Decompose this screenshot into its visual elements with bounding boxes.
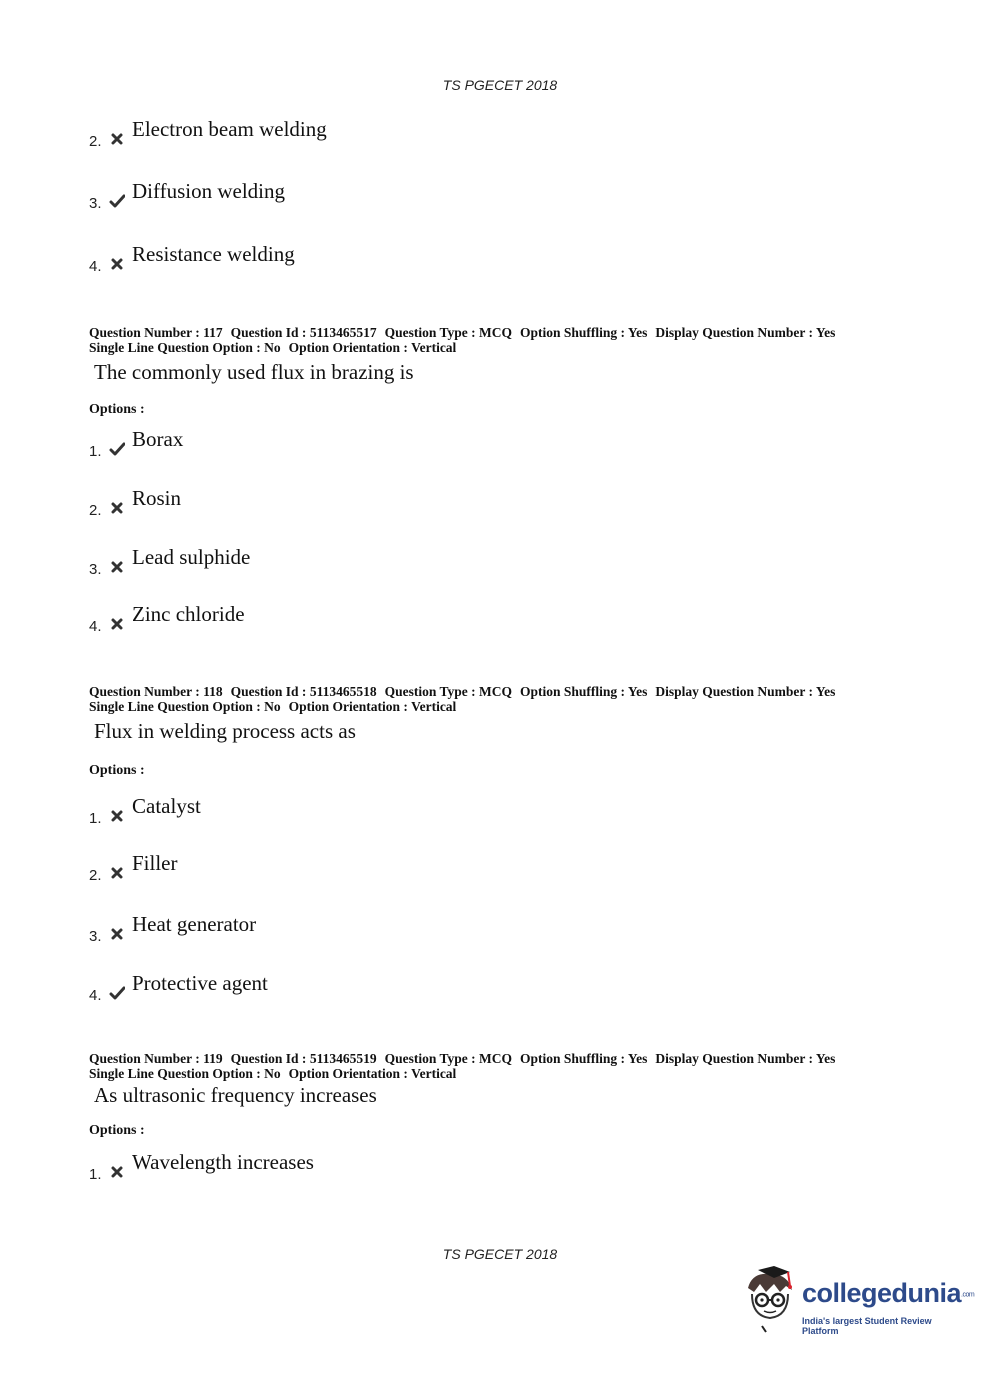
option-number: 1. (89, 443, 102, 460)
cross-icon (109, 559, 125, 575)
meta-label: Option Shuffling : (519, 325, 626, 340)
option-shuffling: Yes (627, 684, 648, 699)
meta-label: Single Line Question Option : (89, 340, 261, 355)
option-text: Borax (132, 427, 184, 451)
question-id: 5113465518 (309, 684, 377, 699)
question-text: Flux in welding process acts as (94, 719, 356, 743)
question-number: 117 (203, 325, 223, 340)
option-number: 3. (89, 195, 102, 212)
option-number: 1. (89, 810, 102, 827)
option-orientation: Vertical (411, 699, 457, 714)
question-type: MCQ (478, 684, 512, 699)
logo-name: collegedunia (802, 1278, 962, 1308)
question-meta (89, 325, 909, 355)
cross-icon (109, 926, 125, 942)
question-text: The commonly used flux in brazing is (94, 360, 414, 384)
meta-label: Display Question Number : (655, 1051, 814, 1066)
single-line-option: No (264, 699, 281, 714)
page-footer: TS PGECET 2018 (442, 1246, 558, 1262)
meta-label: Display Question Number : (655, 684, 814, 699)
options-label: Options : (89, 402, 145, 417)
question-type: MCQ (478, 325, 512, 340)
cross-icon (109, 808, 125, 824)
logo-tagline: India's largest Student Review Platform (802, 1316, 932, 1336)
cross-icon (109, 131, 125, 147)
meta-label: Single Line Question Option : (89, 1066, 261, 1081)
single-line-option: No (264, 340, 281, 355)
check-icon (109, 441, 125, 457)
display-question-number: Yes (815, 1051, 836, 1066)
option-text: Protective agent (132, 971, 268, 995)
single-line-option: No (264, 1066, 281, 1081)
logo-suffix: .com (961, 1291, 975, 1299)
cross-icon (109, 256, 125, 272)
meta-label: Question Type : (384, 325, 476, 340)
question-text: As ultrasonic frequency increases (94, 1083, 377, 1107)
option-text: Heat generator (132, 912, 257, 936)
cross-icon (109, 1164, 125, 1180)
meta-label: Option Orientation : (288, 340, 408, 355)
cross-icon (109, 616, 125, 632)
option-number: 3. (89, 928, 102, 945)
cross-icon (109, 865, 125, 881)
meta-label: Question Number : (89, 684, 200, 699)
option-text: Rosin (132, 486, 182, 510)
meta-label: Single Line Question Option : (89, 699, 261, 714)
question-meta (89, 1051, 909, 1081)
check-icon (109, 985, 125, 1001)
meta-label: Question Type : (384, 684, 476, 699)
meta-label: Option Orientation : (288, 1066, 408, 1081)
option-shuffling: Yes (627, 325, 648, 340)
question-number: 118 (203, 684, 223, 699)
display-question-number: Yes (815, 684, 836, 699)
option-number: 4. (89, 258, 102, 275)
meta-label: Option Shuffling : (519, 1051, 626, 1066)
option-text: Wavelength increases (132, 1150, 314, 1174)
question-type: MCQ (478, 1051, 512, 1066)
meta-label: Option Orientation : (288, 699, 408, 714)
option-number: 1. (89, 1166, 102, 1183)
question-id: 5113465517 (309, 325, 377, 340)
option-number: 3. (89, 561, 102, 578)
question-number: 119 (203, 1051, 223, 1066)
meta-label: Question Number : (89, 1051, 200, 1066)
logo-wordmark (802, 1278, 974, 1309)
option-shuffling: Yes (627, 1051, 648, 1066)
cross-icon (109, 500, 125, 516)
option-text: Zinc chloride (132, 602, 245, 626)
option-number: 2. (89, 502, 102, 519)
options-label: Options : (89, 763, 145, 778)
check-icon (109, 193, 125, 209)
option-number: 4. (89, 618, 102, 635)
page-header: TS PGECET 2018 (442, 77, 558, 93)
meta-label: Question Id : (230, 1051, 307, 1066)
option-number: 4. (89, 987, 102, 1004)
option-text: Filler (132, 851, 178, 875)
option-orientation: Vertical (411, 1066, 457, 1081)
meta-label: Question Number : (89, 325, 200, 340)
meta-label: Question Type : (384, 1051, 476, 1066)
option-text: Diffusion welding (132, 179, 286, 203)
meta-label: Question Id : (230, 325, 307, 340)
display-question-number: Yes (815, 325, 836, 340)
option-number: 2. (89, 867, 102, 884)
meta-label: Option Shuffling : (519, 684, 626, 699)
option-text: Resistance welding (132, 242, 295, 266)
options-label: Options : (89, 1123, 145, 1138)
question-id: 5113465519 (309, 1051, 377, 1066)
meta-label: Question Id : (230, 684, 307, 699)
option-number: 2. (89, 133, 102, 150)
mascot-icon (740, 1266, 800, 1336)
option-orientation: Vertical (411, 340, 457, 355)
question-meta (89, 684, 909, 714)
meta-label: Display Question Number : (655, 325, 814, 340)
option-text: Electron beam welding (132, 117, 327, 141)
option-text: Catalyst (132, 794, 201, 818)
option-text: Lead sulphide (132, 545, 251, 569)
collegedunia-logo (740, 1266, 975, 1338)
